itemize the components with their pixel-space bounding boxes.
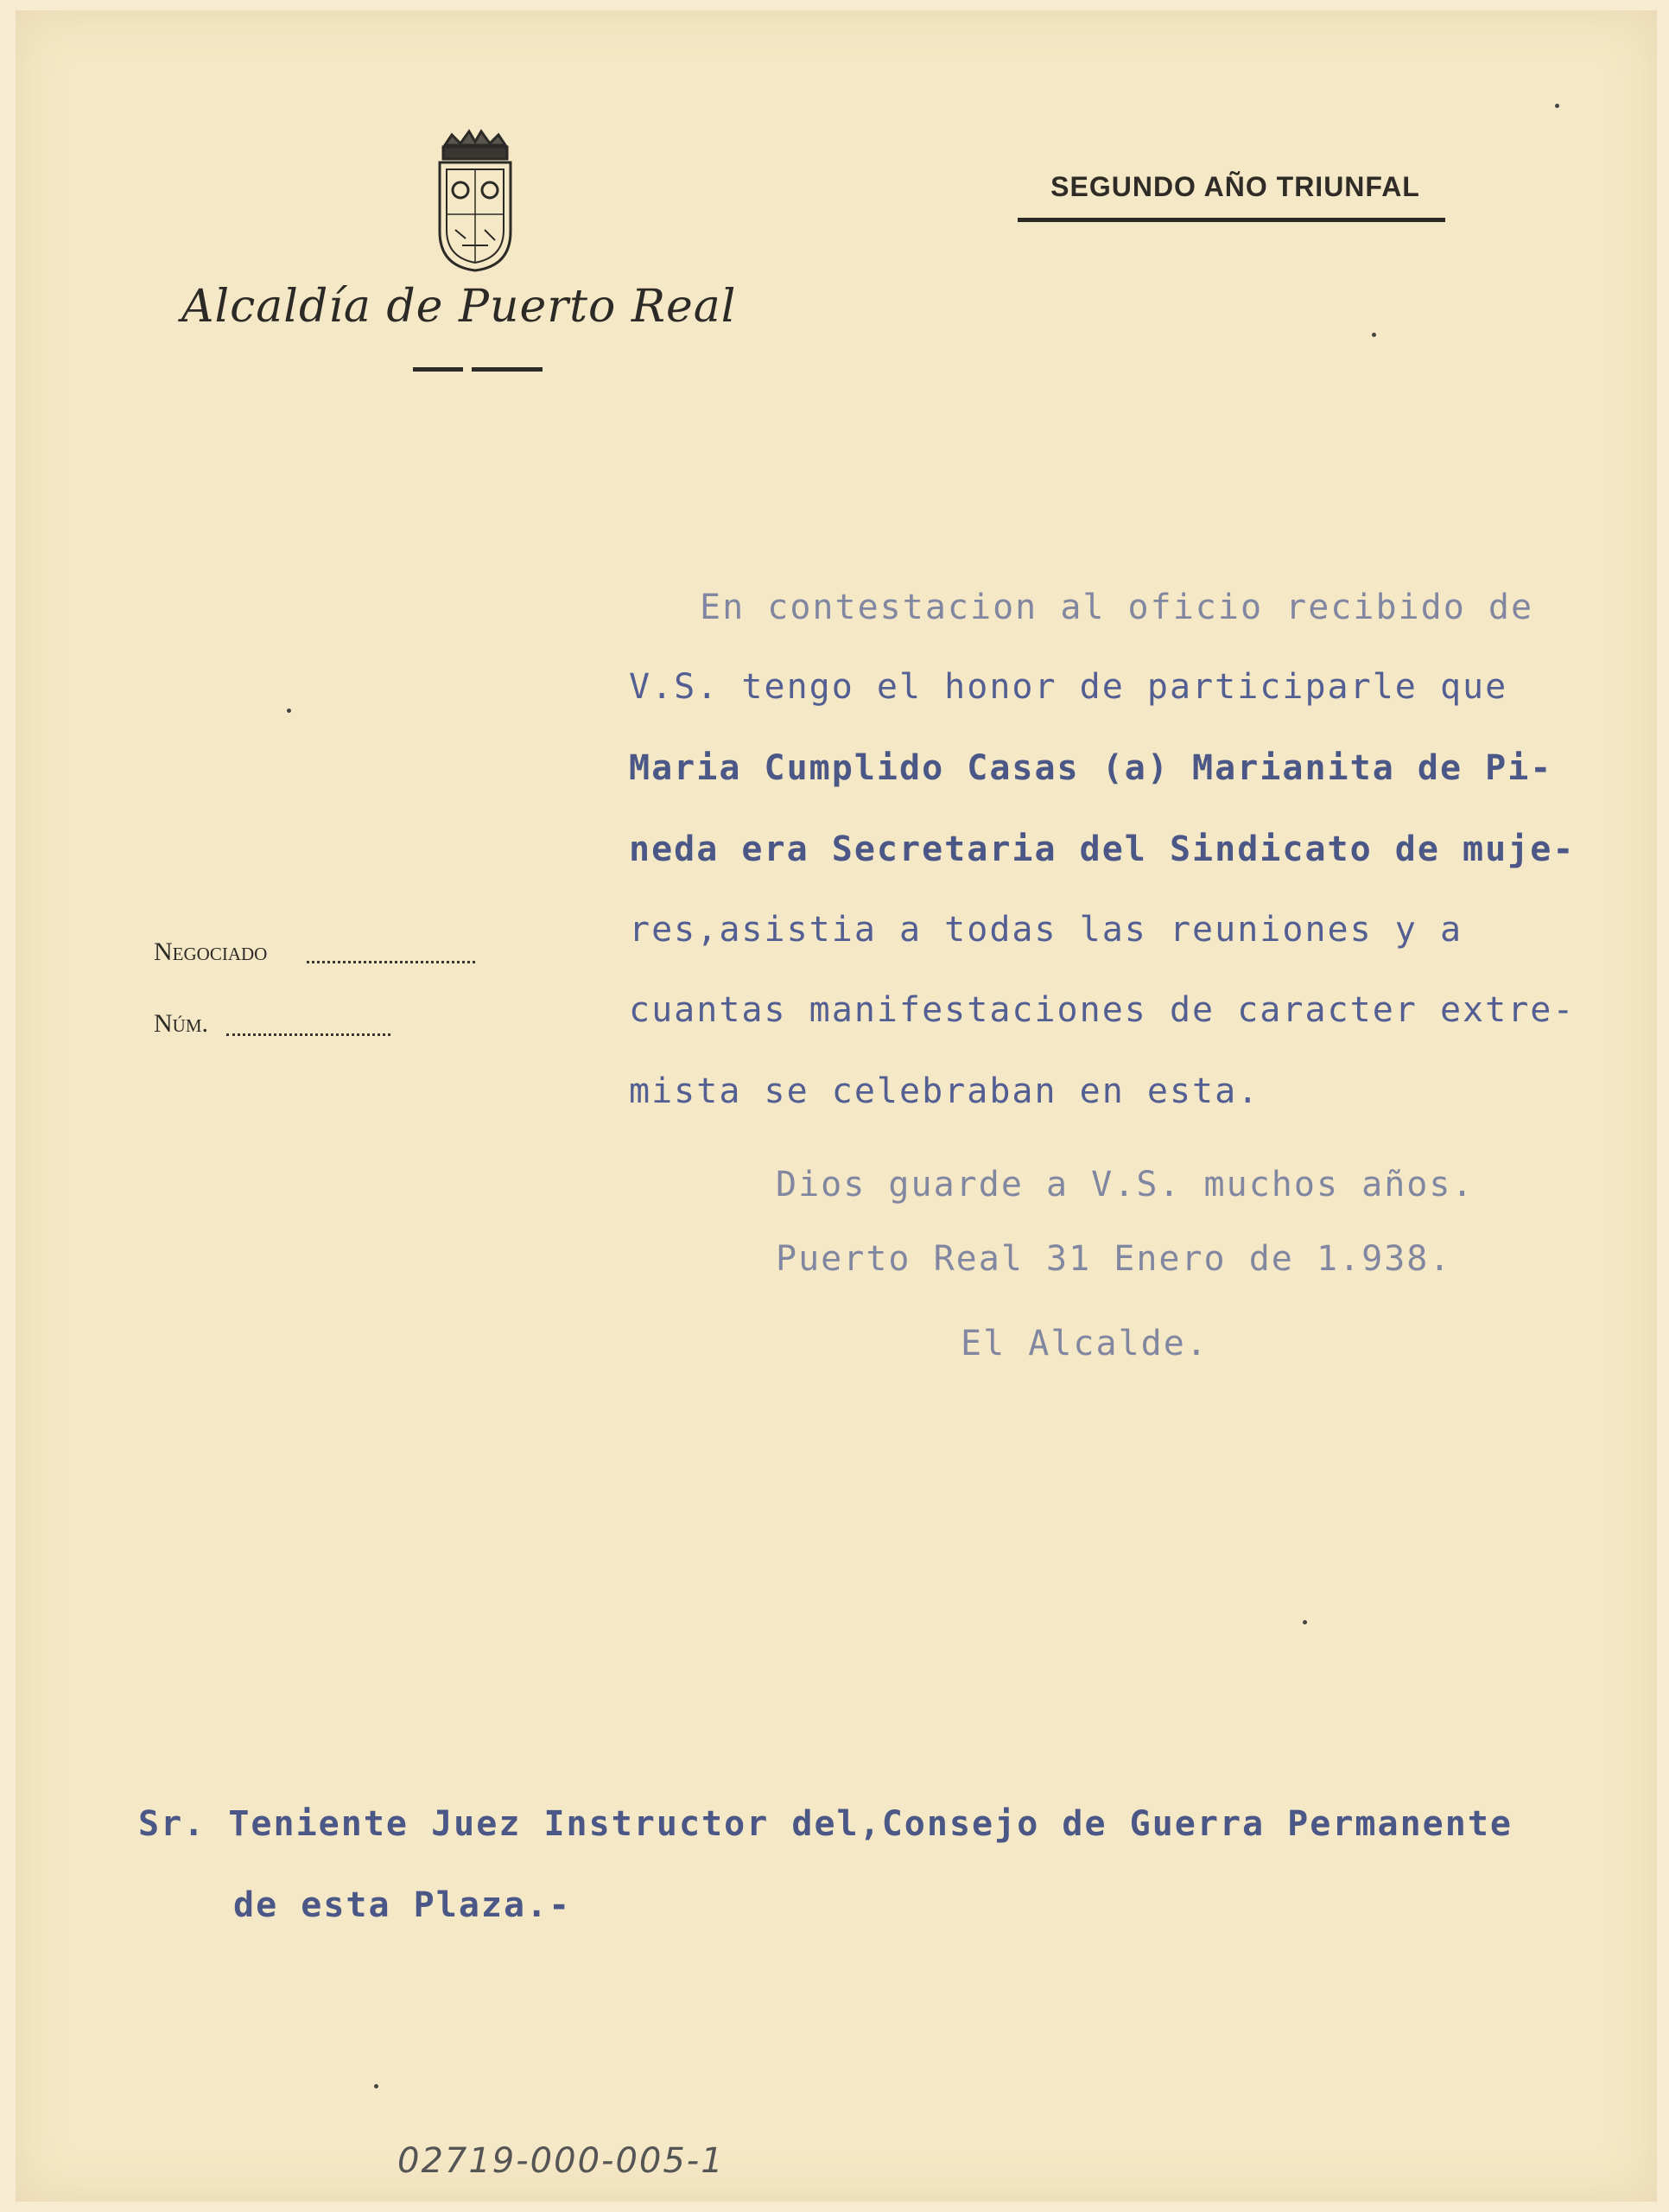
num-line [226,1033,390,1036]
coat-of-arms-icon [428,128,523,275]
paper-speck [287,709,291,713]
body-line-1: En contestacion al oficio recibido de [700,588,1534,627]
num-label: Núm. [154,1009,209,1038]
year-heading-rule [1018,218,1445,222]
body-line-7: mista se celebraban en esta. [629,1071,1260,1111]
body-line-3: Maria Cumplido Casas (a) Marianita de Pi- [629,748,1553,788]
body-line-4: neda era Secretaria del Sindicato de muje- [629,830,1576,869]
municipality-name: Alcaldía de Puerto Real [181,281,737,333]
body-line-5: res,asistia a todas las reuniones y a [629,910,1463,950]
paper-speck [1303,1620,1307,1624]
closing-place-date: Puerto Real 31 Enero de 1.938. [776,1239,1452,1279]
addressee-line-1: Sr. Teniente Juez Instructor del,Consejo de Guerra Permanente [138,1804,1514,1844]
letterhead-rule-left [413,367,463,372]
addressee-line-2: de esta Plaza.- [233,1885,572,1925]
paper-speck [1372,333,1376,337]
archive-reference: 02719-000-005-1 [397,2141,725,2181]
closing-greeting: Dios guarde a V.S. muchos años. [776,1165,1475,1205]
closing-signatory: El Alcalde. [961,1324,1209,1363]
negociado-label: Negociado [154,938,268,966]
paper-speck [374,2084,378,2088]
body-line-6: cuantas manifestaciones de caracter extre- [629,990,1576,1030]
letterhead-rule-right [472,367,543,372]
year-heading: SEGUNDO AÑO TRIUNFAL [1050,171,1420,202]
paper-speck [1555,104,1559,108]
body-line-2: V.S. tengo el honor de participarle que [629,667,1508,707]
negociado-line [307,961,475,963]
